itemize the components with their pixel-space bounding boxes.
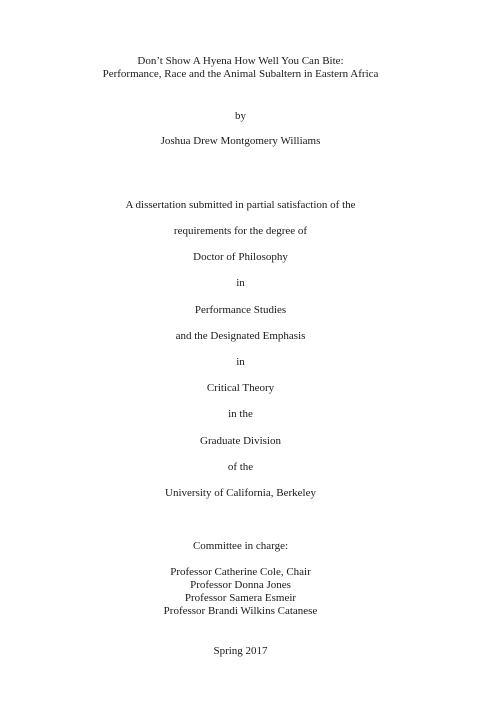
degree-requirements: requirements for the degree of <box>173 225 308 237</box>
university-name: University of California, Berkeley <box>165 487 316 499</box>
field-of-study: Performance Studies <box>194 304 287 316</box>
author-name: Joshua Drew Montgomery Williams <box>160 135 321 147</box>
committee-member: Professor Donna Jones <box>190 579 291 591</box>
designated-emphasis-label: and the Designated Emphasis <box>175 330 306 342</box>
of-the-label: of the <box>227 461 254 473</box>
by-label: by <box>235 110 246 122</box>
committee-member: Professor Samera Esmeir <box>184 592 297 604</box>
in-label: in <box>236 277 245 289</box>
in-label: in <box>236 356 245 368</box>
division-name: Graduate Division <box>200 435 281 447</box>
title-line-2: Performance, Race and the Animal Subaltern in Eastern Africa <box>102 68 379 80</box>
emphasis-field: Critical Theory <box>206 382 275 394</box>
committee-member: Professor Catherine Cole, Chair <box>170 566 311 578</box>
committee-heading: Committee in charge: <box>192 540 289 552</box>
title-line-1: Don’t Show A Hyena How Well You Can Bite: <box>137 55 344 67</box>
committee-member: Professor Brandi Wilkins Catanese <box>163 605 318 617</box>
degree-name: Doctor of Philosophy <box>193 251 288 263</box>
submission-statement: A dissertation submitted in partial satisfaction of the <box>125 199 356 211</box>
in-the-label: in the <box>228 408 253 420</box>
submission-date: Spring 2017 <box>213 645 268 657</box>
